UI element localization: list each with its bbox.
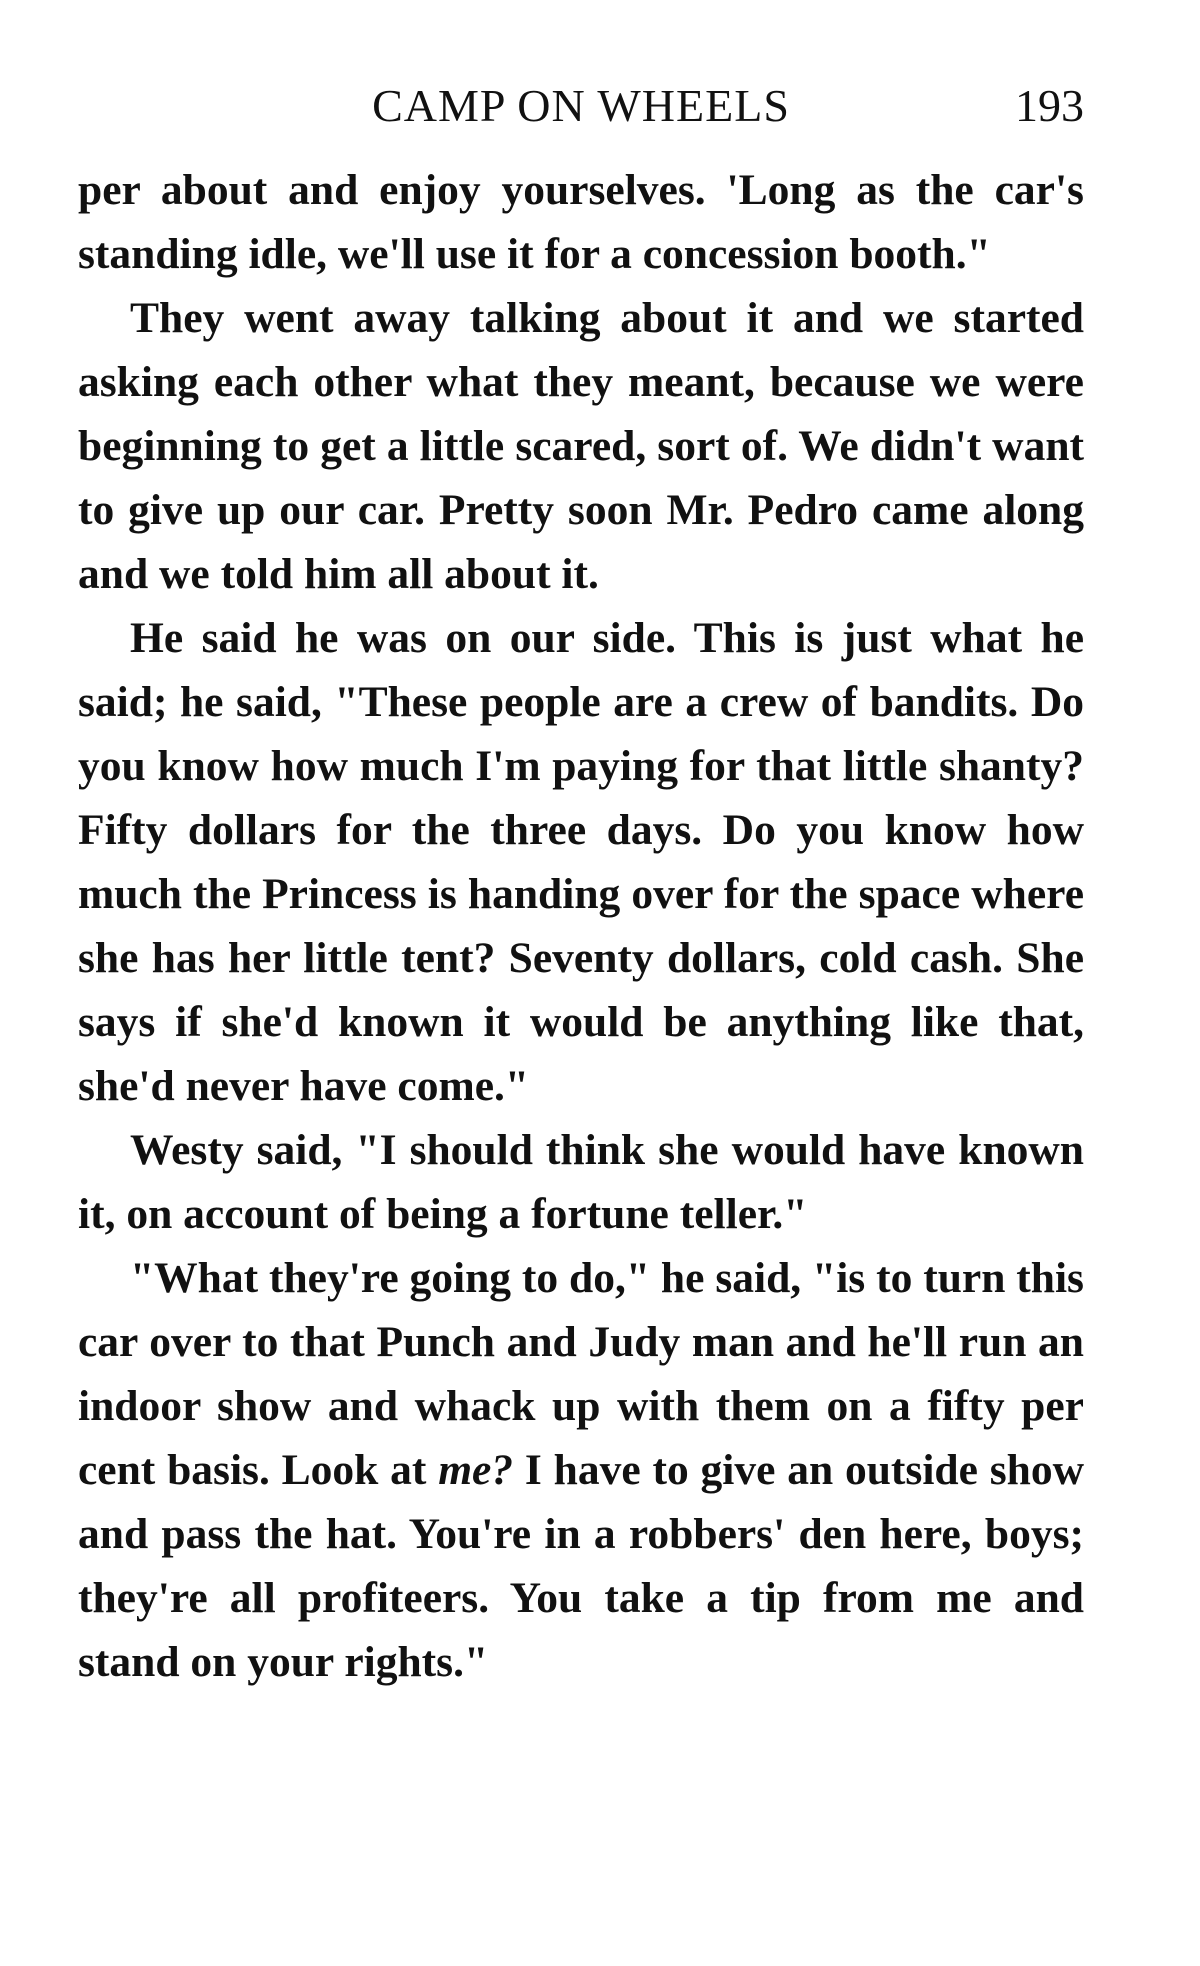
page-number: 193 [1015,80,1084,131]
body-text [78,158,1084,1694]
paragraph: He said he was on our side. This is just what he said; he said, "These people are a crew of bandits. Do you know how much I'm paying for that little shanty? Fifty dollars for the three days. Do you know how much the Princess is handing over for the space where she has her little tent? Seventy dollars, cold cash. She says if she'd known it would be anything like that, she'd never have come." [78,614,1084,1110]
running-title: CAMP ON WHEELS [372,80,790,131]
emphasis-text: me? [438,1446,514,1494]
paragraph: Westy said, "I should think she would have known it, on account of being a fortune teller." [78,1126,1084,1238]
text-run: "What they're going to do," he said, "is to turn this car over to that Punch and Judy man and he'll run an indoor show and whack up with them on a fifty per cent basis. Look at [78,1254,1084,1494]
running-head [78,76,1084,136]
paragraph-last [78,1246,1084,1694]
paragraph: They went away talking about it and we started asking each other what they meant, because we were beginning to get a little scared, sort of. We didn't want to give up our car. Pretty soon Mr. Pedro came along and we told him all about it. [78,294,1084,598]
text-run: I have to give an outside show and pass the hat. You're in a robbers' den here, boys; they're all profiteers. You take a tip from me and stand on your rights." [78,1446,1084,1686]
paragraph-continued: per about and enjoy yourselves. 'Long as the car's standing idle, we'll use it for a concession booth." [78,166,1084,278]
